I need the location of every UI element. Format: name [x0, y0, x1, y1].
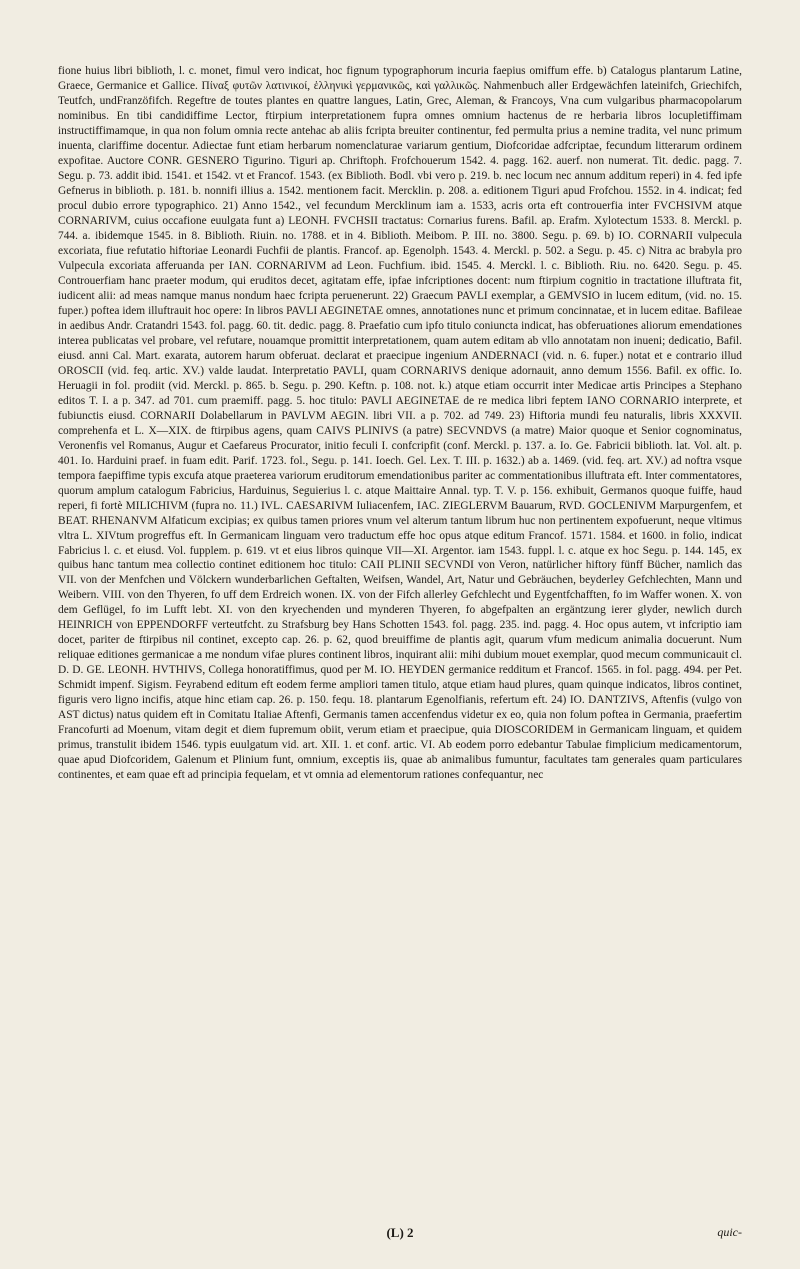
body-text [58, 64, 742, 783]
signature-mark: (L) 2 [386, 1225, 414, 1240]
page-footer [58, 1225, 742, 1241]
paragraph: fione huius libri biblioth, l. c. monet, fimul vero indicat, hoc fignum typographorum incuria faepius omiffum effe. b) Catalogus plantarum Latine, Graece, Germanice et Gallice. Πίναξ φυτῶν λατινικοί, ἑλληνικὶ γερμανικῶς, καὶ γαλλικῶς. Nahmenbuch aller Erdgewächfen lateinifch, Griechifch, Teutfch, undFranzöfifch. Regeftre de toutes plantes en quattre langues, Latin, Grec, Aleman, & Francoys, Vna cum vulgaribus pharmacopolarum nominibus. En tibi candidiffime Lector, ftirpium interpretationem fupra omnes omnium hactenus de re herbaria libros locupletiffimam instructiffimamque, in qua non folum omnia recte antehac ab aliis fcripta breuiter continentur, fed permulta prius a nemine tradita, vel nunc primum inuenta, clariffime docentur. Adiectae funt etiam herbarum nomenclaturae variarum gentium, Diofcoridae adfcriptae, fecundum litterarum ordinem expofitae. Auctore CONR. GESNERO Tigurino. Tiguri ap. Chriftoph. Frofchouerum 1542. 4. pagg. 162. auerf. non numerat. Tit. dedic. pagg. 7. Segu. p. 73. addit ibid. 1541. et 1542. vt et Francof. 1543. (ex Biblioth. Bodl. vbi vero p. 219. b. nec locum nec annum additum reperi) in 4. fed ipfe Gefnerus in biblioth. p. 181. b. nonnifi illius a. 1542. mentionem facit. Mercklin. p. 208. a. editionem Tiguri apud Frofchou. 1552. in 4. indicat; fed procul dubio errore typographico. 21) Anno 1542., vel fecundum Mercklinum iam a. 1533, acris orta eft controuerfia inter FVCHSIVM atque CORNARIVM, cuius occafione euulgata funt a) LEONH. FVCHSII tractatus: Cornarius furens. Bafil. ap. Erafm. Xylotectum 1533. 8. Merckl. p. 744. a. ibidemque 1545. in 8. Biblioth. Riuin. no. 1788. et in 4. Biblioth. Meibom. P. III. no. 3800. Segu. p. 69. b) IO. CORNARII vulpecula excoriata, fiue refutatio hiftoriae Leonardi Fuchfii de plantis. Francof. ap. Egenolph. 1543. 4. Merckl. p. 502. a Segu. p. 45. c) Nitra ac brabyla pro Vulpecula excoriata afferuanda per IAN. CORNARIVM ad Leon. Fuchfium. ibid. 1545. 4. Merckl. l. c. Biblioth. Riu. no. 6420. Segu. p. 45. Controuerfiam hanc praeter modum, qui eruditos decet, agitatam effe, ipfae infcriptiones docent: num ftirpium cognitio in tractatione illuftrata fit, iudicent alii: ad meas namque manus nondum haec fcripta peruenerunt. 22) Graecum PAVLI exemplar, a GEMVSIO in lucem editum, (vid. no. 15. fuper.) poftea idem illuftrauit hoc opere: In libros PAVLI AEGINETAE omnes, annotationes nunc et primum concinnatae, et in lucem editae. Bafileae in aedibus Andr. Cratandri 1543. fol. pagg. 60. tit. dedic. pagg. 8. Praefatio cum ipfo titulo coniuncta indicat, has obferuationes aliorum emendationes interea publicatas vel probare, vel refutare, nouamque promittit interpretationem, quam autem editam ab vllo annotatam non inueni; dedicatio, Bafil. eiusd. anni Cal. Mart. exarata, autorem harum obferuat. declarat et praecipue ingenium ANDERNACI (vid. n. 6. fuper.) notat et e contrario illud OROSCII (vid. feq. artic. XV.) valde laudat. Interpretatio PAVLI, quam CORNARIVS denique adornauit, anno demum 1556. Bafil. ex offic. Io. Heruagii in fol. prodiit (vid. Merckl. p. 865. b. Segu. p. 290. Keftn. p. 108. not. k.) atque etiam occurrit inter Medicae artis Principes a Stephano editos T. I. a p. 347. ad 701. cum praemiff. pagg. 5. hoc titulo: PAVLI AEGINETAE de re medica libri feptem IANO CORNARIO interprete, et fubiunctis eiusd. CORNARII Dolabellarum in PAVLVM AEGIN. libri VII. a p. 702. ad 749. 23) Hiftoria mundi feu naturalis, libris XXXVII. comprehenfa et L. X—XIX. de ftirpibus agens, quam CAIVS PLINIVS (a patre) SECVNDVS (a matre) Maior quoque et Senior cognominatus, Veronenfis vel Romanus, Augur et Caefareus Procurator, initio feculi I. confcripfit (conf. Merckl. p. 137. a. Io. Ge. Fabricii biblioth. lat. Vol. alt. p. 401. Io. Harduini praef. in fuam edit. Parif. 1723. fol., Segu. p. 141. Ioech. Gel. Lex. T. III. p. 1632.) ab a. 1469. (vid. feq. art. XV.) ad noftra vsque tempora faepiffime typis excufa atque praeterea variorum eruditorum emendationibus pariter ac commentationibus illuftrata eft. Inter commentatores, quorum amplum catalogum Fabricius, Harduinus, Seguierius l. c. atque Maittaire Annal. typ. T. V. p. 156. exhibuit, Germanos quoque fuiffe, haud reperi, fi fortè MILICHIVM (fupra no. 11.) IVL. CAESARIVM Iuliacenfem, IAC. ZIEGLERVM Bauarum, RVD. GOCLENIVM Marpurgenfem, et BEAT. RHENANVM Alfaticum excipias; ex quibus tamen priores vnum vel alterum tantum librum huc non pertinentem expofuerunt, neque vltimus vltra L. XIVtum progreffus eft. In Germanicam linguam vero traductum effe hoc opus atque editum Francof. 1571. 1584. et 1600. in folio, indicat Fabricius l. c. et eiusd. Vol. fupplem. p. 619. vt et eius libros quinque VII—XI. Argentor. iam 1543. fuppl. l. c. atque ex hoc Segu. p. 144. 145, ex quibus hanc tantum mea collectio continet editionem hoc titulo: CAII PLINII SECVNDI von Veron, natürlicher hiftory fünff Bücher, namlich das VII. von der Menfchen und Völckern wunderbarlichen Geftalten, Weifsen, Wandel, Art, Natur und Gebräuchen, beyderley Gefchlechten, Mann und Weibern. VIII. von den Thyeren, fo uff dem Erdreich wonen. IX. von der Fifch allerley Gefchlecht und Eygentfchafften, fo im Waffer wonen. X. von dem Geflügel, fo im Lufft lebt. XI. von den kryechenden und mynderen Thyeren, fo abgefpalten an ergäntzung ierer glyder, newlich durch HEINRICH von EPPENDORFF verteutfcht. zu Strafsburg bey Hans Schotten 1543. fol. pagg. 235. ind. pagg. 4. Hoc opus autem, vt infcriptio iam docet, pariter de ftirpibus nil continet, excepto cap. 26. p. 62, quod breuiffime de plantis agit, quarum vfum medicum animalia docuerunt. Num reliquae editiones germanicae a me nondum vifae plures continent libros, inquirant alii: mihi dubium mouet exemplar, quod mecum communicauit cl. D. D. GE. LEONH. HVTHIVS, Collega honoratiffimus, quod per M. IO. HEYDEN germanice redditum et Francof. 1565. in fol. pagg. 494. per Pet. Schmidt impenf. Sigism. Feyrabend editum eft eodem ferme ampliori tamen titulo, atque etiam haud plures, quam quinque indicatos, libros continet, figuris vero ligno incifis, atque hinc etiam cap. 26. p. 150. fequ. 18. plantarum Egenolfianis, refertum eft. 24) IO. DANTZIVS, Aftenfis (vulgo von AST dictus) natus quidem eft in Comitatu Italiae Aftenfi, Germanis tamen accenfendus videtur ex eo, quia non folum poftea in Germania, praefertim Francofurti ad Moenum, vitam degit et diem fupremum obiit, verum etiam et praecipue, quia DIOSCORIDEM in Germanicam linguam, et quidem primus, transtulit ibidem 1546. typis euulgatum vid. art. XII. 1. et conf. artic. VI. Ab eodem porro edebantur Tabulae fimplicium medicamentorum, quae apud Diofcoridem, Galenum et Plinium funt, omnium, exceptis iis, quae ab animalibus fumuntur, facultates tam generales quam particulares continentes, et eam quae eft ad principia fequelam, et vt omnia ad elementorum rationes confequantur, nec [58, 65, 742, 782]
catchword: quic- [717, 1225, 742, 1239]
